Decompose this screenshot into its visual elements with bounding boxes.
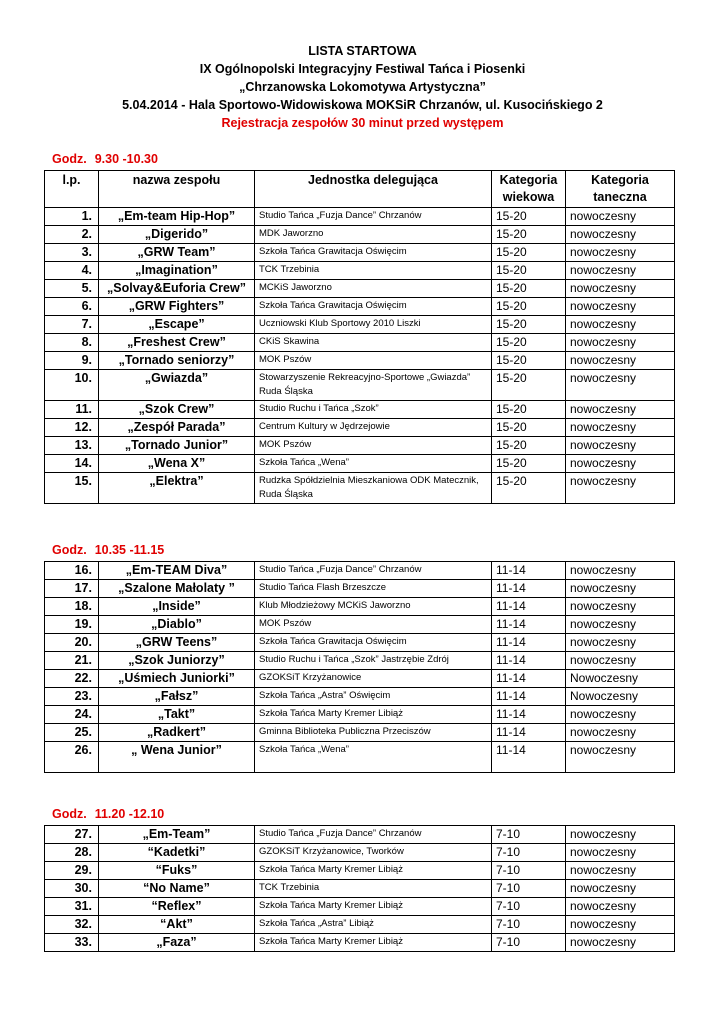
row-age-category: 7-10	[492, 862, 566, 880]
row-age-category: 15-20	[492, 473, 566, 504]
row-lp: 25.	[45, 724, 99, 742]
row-age-category: 11-14	[492, 724, 566, 742]
row-team-name: „Szok Crew”	[99, 401, 255, 419]
row-age-category: 15-20	[492, 226, 566, 244]
row-age-category: 7-10	[492, 844, 566, 862]
row-delegating-unit: Studio Ruchu i Tańca „Szok” Jastrzębie Zdrój	[255, 652, 492, 670]
row-dance-category: nowoczesny	[566, 706, 675, 724]
row-dance-category: nowoczesny	[566, 352, 675, 370]
row-delegating-unit: Szkoła Tańca Marty Kremer Libiąż	[255, 862, 492, 880]
row-lp: 18.	[45, 598, 99, 616]
row-team-name: „ Wena Junior”	[99, 742, 255, 773]
row-team-name: „Freshest Crew”	[99, 334, 255, 352]
start-list-table-3	[44, 825, 675, 952]
row-age-category: 15-20	[492, 455, 566, 473]
session-time: 11.20 -12.10	[94, 807, 165, 821]
row-delegating-unit: CKiS Skawina	[255, 334, 492, 352]
row-age-category: 15-20	[492, 244, 566, 262]
row-age-category: 11-14	[492, 634, 566, 652]
row-delegating-unit: MOK Pszów	[255, 352, 492, 370]
row-lp: 23.	[45, 688, 99, 706]
row-team-name: „Wena X”	[99, 455, 255, 473]
row-age-category: 7-10	[492, 880, 566, 898]
row-age-category: 15-20	[492, 316, 566, 334]
table-row	[45, 616, 675, 634]
row-age-category: 15-20	[492, 280, 566, 298]
row-age-category: 15-20	[492, 352, 566, 370]
session-time: 10.35 -11.15	[94, 543, 165, 557]
table-body	[45, 562, 675, 773]
row-lp: 27.	[45, 826, 99, 844]
row-lp: 26.	[45, 742, 99, 773]
table-row	[45, 580, 675, 598]
row-delegating-unit: TCK Trzebinia	[255, 262, 492, 280]
row-dance-category: nowoczesny	[566, 652, 675, 670]
cat-header-line2: taneczna	[593, 190, 647, 204]
row-delegating-unit: Stowarzyszenie Rekreacyjno-Sportowe „Gwiazda” Ruda Śląska	[255, 370, 492, 401]
row-team-name: „GRW Team”	[99, 244, 255, 262]
row-team-name: „Szalone Małolaty ”	[99, 580, 255, 598]
row-lp: 12.	[45, 419, 99, 437]
row-lp: 5.	[45, 280, 99, 298]
table-row	[45, 455, 675, 473]
table-row	[45, 401, 675, 419]
row-team-name: “Reflex”	[99, 898, 255, 916]
row-age-category: 11-14	[492, 652, 566, 670]
row-delegating-unit: GZOKSiT Krzyżanowice	[255, 670, 492, 688]
row-team-name: „Solvay&Euforia Crew”	[99, 280, 255, 298]
table-row	[45, 562, 675, 580]
table-row	[45, 880, 675, 898]
table-row	[45, 652, 675, 670]
table-row	[45, 724, 675, 742]
row-delegating-unit: Szkoła Tańca „Wena”	[255, 742, 492, 773]
row-lp: 21.	[45, 652, 99, 670]
row-team-name: „GRW Fighters”	[99, 298, 255, 316]
row-dance-category: nowoczesny	[566, 437, 675, 455]
row-age-category: 11-14	[492, 598, 566, 616]
table-body	[45, 826, 675, 952]
row-team-name: „Elektra”	[99, 473, 255, 504]
row-delegating-unit: Szkoła Tańca Marty Kremer Libiąż	[255, 934, 492, 952]
row-age-category: 7-10	[492, 934, 566, 952]
table-row	[45, 826, 675, 844]
row-dance-category: nowoczesny	[566, 455, 675, 473]
row-delegating-unit: Szkoła Tańca „Astra” Libiąż	[255, 916, 492, 934]
table-row	[45, 916, 675, 934]
row-dance-category: nowoczesny	[566, 580, 675, 598]
row-dance-category: nowoczesny	[566, 826, 675, 844]
row-dance-category: nowoczesny	[566, 562, 675, 580]
row-team-name: „Inside”	[99, 598, 255, 616]
row-team-name: „Fałsz”	[99, 688, 255, 706]
row-dance-category: nowoczesny	[566, 742, 675, 773]
row-team-name: “Kadetki”	[99, 844, 255, 862]
row-dance-category: nowoczesny	[566, 473, 675, 504]
age-header-line1: Kategoria	[499, 173, 558, 187]
row-delegating-unit: Rudzka Spółdzielnia Mieszkaniowa ODK Matecznik, Ruda Śląska	[255, 473, 492, 504]
session-label: Godz.	[52, 152, 87, 166]
row-age-category: 11-14	[492, 562, 566, 580]
row-age-category: 11-14	[492, 688, 566, 706]
row-team-name: „Imagination”	[99, 262, 255, 280]
row-age-category: 11-14	[492, 580, 566, 598]
festival-name: IX Ogólnopolski Integracyjny Festiwal Tańca i Piosenki	[199, 62, 526, 76]
row-dance-category: nowoczesny	[566, 934, 675, 952]
row-lp: 14.	[45, 455, 99, 473]
start-list-table-1	[44, 170, 675, 504]
row-team-name: „Szok Juniorzy”	[99, 652, 255, 670]
row-lp: 29.	[45, 862, 99, 880]
row-team-name: „Em-Team”	[99, 826, 255, 844]
row-dance-category: nowoczesny	[566, 724, 675, 742]
row-age-category: 15-20	[492, 298, 566, 316]
col-header-unit: Jednostka delegująca	[255, 171, 492, 208]
row-dance-category: nowoczesny	[566, 634, 675, 652]
session-3-heading	[52, 807, 164, 821]
row-team-name: „Escape”	[99, 316, 255, 334]
row-dance-category: nowoczesny	[566, 419, 675, 437]
row-lp: 15.	[45, 473, 99, 504]
registration-note: Rejestracja zespołów 30 minut przed występem	[221, 116, 504, 130]
row-lp: 20.	[45, 634, 99, 652]
col-header-lp: l.p.	[45, 171, 99, 208]
row-team-name: „Tornado seniorzy”	[99, 352, 255, 370]
session-label: Godz.	[52, 807, 87, 821]
row-team-name: “No Name”	[99, 880, 255, 898]
row-age-category: 11-14	[492, 616, 566, 634]
row-age-category: 15-20	[492, 419, 566, 437]
row-team-name: “Akt”	[99, 916, 255, 934]
row-team-name: „Zespół Parada”	[99, 419, 255, 437]
table-row	[45, 352, 675, 370]
row-delegating-unit: MOK Pszów	[255, 437, 492, 455]
row-lp: 13.	[45, 437, 99, 455]
row-dance-category: nowoczesny	[566, 401, 675, 419]
row-delegating-unit: Uczniowski Klub Sportowy 2010 Liszki	[255, 316, 492, 334]
row-team-name: „Gwiazda”	[99, 370, 255, 401]
row-lp: 30.	[45, 880, 99, 898]
table-row	[45, 437, 675, 455]
row-lp: 16.	[45, 562, 99, 580]
festival-subtitle: „Chrzanowska Lokomotywa Artystyczna”	[239, 80, 486, 94]
row-dance-category: nowoczesny	[566, 334, 675, 352]
row-dance-category: nowoczesny	[566, 862, 675, 880]
table-row	[45, 334, 675, 352]
row-age-category: 7-10	[492, 826, 566, 844]
row-dance-category: nowoczesny	[566, 316, 675, 334]
row-team-name: „Diablo”	[99, 616, 255, 634]
row-lp: 8.	[45, 334, 99, 352]
row-delegating-unit: Szkoła Tańca Grawitacja Oświęcim	[255, 244, 492, 262]
row-dance-category: nowoczesny	[566, 280, 675, 298]
row-age-category: 11-14	[492, 706, 566, 724]
row-team-name: „Tornado Junior”	[99, 437, 255, 455]
session-2-heading	[52, 543, 164, 557]
row-lp: 32.	[45, 916, 99, 934]
table-row	[45, 634, 675, 652]
row-lp: 33.	[45, 934, 99, 952]
row-age-category: 15-20	[492, 437, 566, 455]
row-lp: 4.	[45, 262, 99, 280]
row-dance-category: Nowoczesny	[566, 688, 675, 706]
row-lp: 1.	[45, 208, 99, 226]
row-team-name: „Em-TEAM Diva”	[99, 562, 255, 580]
row-delegating-unit: Szkoła Tańca „Astra” Oświęcim	[255, 688, 492, 706]
session-time: 9.30 -10.30	[94, 152, 158, 166]
row-team-name: “Fuks”	[99, 862, 255, 880]
row-age-category: 15-20	[492, 334, 566, 352]
row-delegating-unit: GZOKSiT Krzyżanowice, Tworków	[255, 844, 492, 862]
row-lp: 22.	[45, 670, 99, 688]
row-dance-category: nowoczesny	[566, 262, 675, 280]
table-row	[45, 262, 675, 280]
age-header-line2: wiekowa	[502, 190, 555, 204]
row-dance-category: nowoczesny	[566, 916, 675, 934]
row-team-name: „Faza”	[99, 934, 255, 952]
table-row	[45, 670, 675, 688]
table-row	[45, 688, 675, 706]
session-label: Godz.	[52, 543, 87, 557]
table-row	[45, 898, 675, 916]
row-lp: 6.	[45, 298, 99, 316]
row-dance-category: nowoczesny	[566, 880, 675, 898]
col-header-category	[566, 171, 675, 208]
row-lp: 31.	[45, 898, 99, 916]
col-header-age	[492, 171, 566, 208]
row-lp: 28.	[45, 844, 99, 862]
table-row	[45, 934, 675, 952]
row-lp: 11.	[45, 401, 99, 419]
row-delegating-unit: Szkoła Tańca Grawitacja Oświęcim	[255, 298, 492, 316]
row-age-category: 11-14	[492, 742, 566, 773]
row-age-category: 15-20	[492, 208, 566, 226]
row-dance-category: Nowoczesny	[566, 670, 675, 688]
row-dance-category: nowoczesny	[566, 298, 675, 316]
row-delegating-unit: Studio Tańca Flash Brzeszcze	[255, 580, 492, 598]
row-dance-category: nowoczesny	[566, 226, 675, 244]
row-delegating-unit: Klub Młodzieżowy MCKiS Jaworzno	[255, 598, 492, 616]
cat-header-line1: Kategoria	[591, 173, 649, 187]
row-lp: 19.	[45, 616, 99, 634]
row-age-category: 15-20	[492, 401, 566, 419]
table-row	[45, 244, 675, 262]
document-header	[0, 42, 725, 132]
table-row	[45, 298, 675, 316]
table-row	[45, 598, 675, 616]
row-age-category: 15-20	[492, 262, 566, 280]
row-delegating-unit: Centrum Kultury w Jędrzejowie	[255, 419, 492, 437]
session-1-heading	[52, 152, 158, 166]
table-row	[45, 316, 675, 334]
row-lp: 7.	[45, 316, 99, 334]
row-age-category: 11-14	[492, 670, 566, 688]
row-delegating-unit: MDK Jaworzno	[255, 226, 492, 244]
row-lp: 10.	[45, 370, 99, 401]
table-row	[45, 208, 675, 226]
row-delegating-unit: Szkoła Tańca Grawitacja Oświęcim	[255, 634, 492, 652]
start-list-table-2	[44, 561, 675, 773]
table-row	[45, 862, 675, 880]
row-dance-category: nowoczesny	[566, 844, 675, 862]
row-delegating-unit: Gminna Biblioteka Publiczna Przeciszów	[255, 724, 492, 742]
table-header-row	[45, 171, 675, 208]
row-delegating-unit: Studio Tańca „Fuzja Dance” Chrzanów	[255, 562, 492, 580]
table-body	[45, 208, 675, 504]
row-dance-category: nowoczesny	[566, 598, 675, 616]
row-lp: 2.	[45, 226, 99, 244]
table-row	[45, 370, 675, 401]
row-delegating-unit: TCK Trzebinia	[255, 880, 492, 898]
row-lp: 24.	[45, 706, 99, 724]
row-age-category: 15-20	[492, 370, 566, 401]
row-delegating-unit: Studio Tańca „Fuzja Dance” Chrzanów	[255, 826, 492, 844]
row-delegating-unit: Szkoła Tańca „Wena”	[255, 455, 492, 473]
table-row	[45, 280, 675, 298]
row-lp: 3.	[45, 244, 99, 262]
row-age-category: 7-10	[492, 916, 566, 934]
event-date-venue: 5.04.2014 - Hala Sportowo-Widowiskowa MOKSiR Chrzanów, ul. Kusocińskiego 2	[122, 98, 603, 112]
row-dance-category: nowoczesny	[566, 370, 675, 401]
row-lp: 17.	[45, 580, 99, 598]
table-row	[45, 742, 675, 773]
table-row	[45, 226, 675, 244]
row-team-name: „Em-team Hip-Hop”	[99, 208, 255, 226]
row-team-name: „Radkert”	[99, 724, 255, 742]
row-lp: 9.	[45, 352, 99, 370]
row-team-name: „Takt”	[99, 706, 255, 724]
doc-title: LISTA STARTOWA	[308, 44, 417, 58]
row-delegating-unit: Studio Tańca „Fuzja Dance” Chrzanów	[255, 208, 492, 226]
row-age-category: 7-10	[492, 898, 566, 916]
row-delegating-unit: Szkoła Tańca Marty Kremer Libiąż	[255, 898, 492, 916]
row-dance-category: nowoczesny	[566, 244, 675, 262]
row-dance-category: nowoczesny	[566, 898, 675, 916]
row-dance-category: nowoczesny	[566, 616, 675, 634]
row-dance-category: nowoczesny	[566, 208, 675, 226]
col-header-team: nazwa zespołu	[99, 171, 255, 208]
row-delegating-unit: Studio Ruchu i Tańca „Szok”	[255, 401, 492, 419]
table-row	[45, 706, 675, 724]
table-row	[45, 419, 675, 437]
row-delegating-unit: MCKiS Jaworzno	[255, 280, 492, 298]
row-team-name: „Uśmiech Juniorki”	[99, 670, 255, 688]
row-team-name: „GRW Teens”	[99, 634, 255, 652]
row-delegating-unit: Szkoła Tańca Marty Kremer Libiąż	[255, 706, 492, 724]
table-row	[45, 844, 675, 862]
table-row	[45, 473, 675, 504]
row-team-name: „Digerido”	[99, 226, 255, 244]
row-delegating-unit: MOK Pszów	[255, 616, 492, 634]
